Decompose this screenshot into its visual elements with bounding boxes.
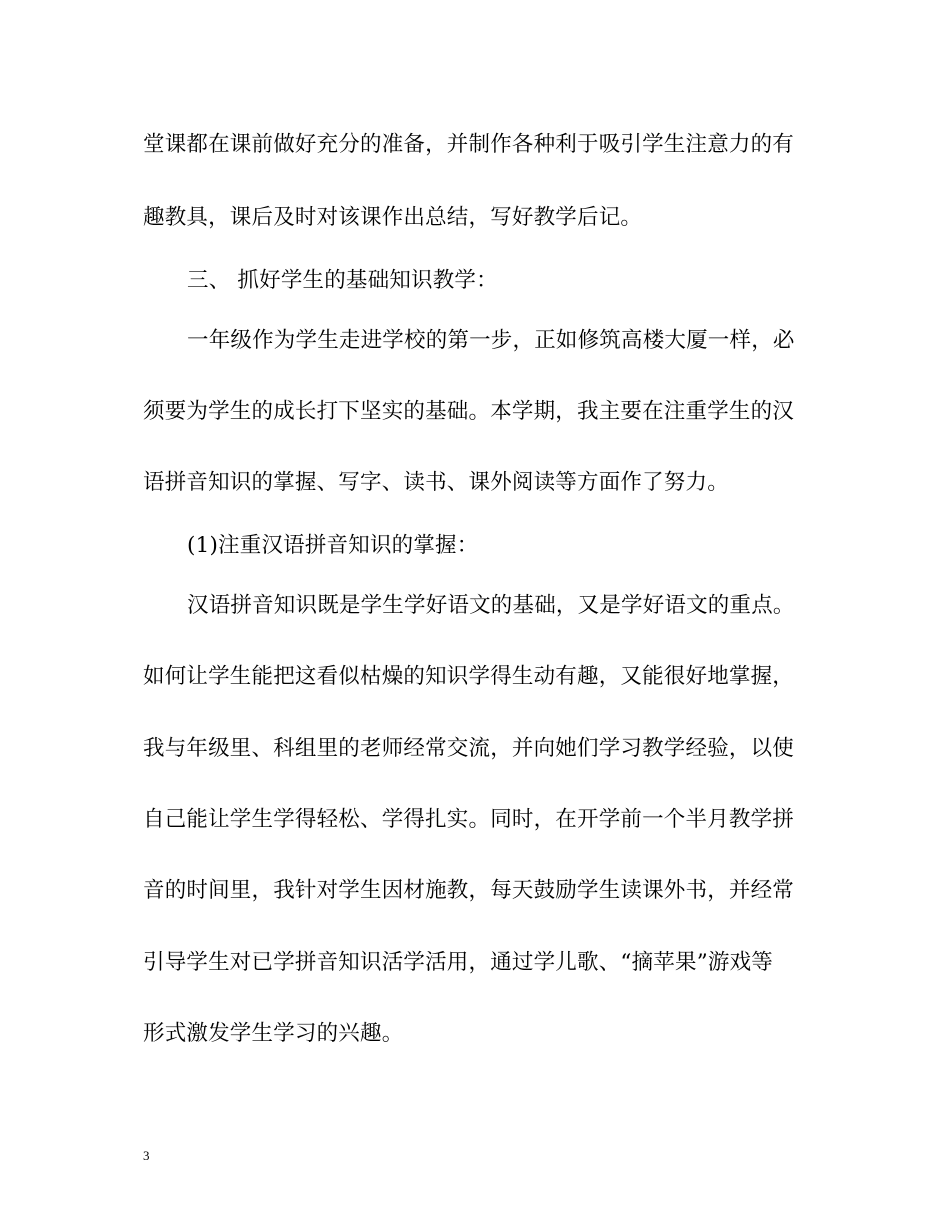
paragraph-line: 一年级作为学生走进学校的第一步，正如修筑高楼大厦一样，必	[187, 328, 795, 353]
paragraph-line: 形式激发学生学习的兴趣。	[143, 1021, 404, 1046]
paragraph-line: 汉语拼音知识既是学生学好语文的基础，又是学好语文的重点。	[187, 593, 795, 618]
paragraph-line: 自己能让学生学得轻松、学得扎实。同时，在开学前一个半月教学拼	[143, 807, 795, 832]
paragraph-line: 音的时间里，我针对学生因材施教，每天鼓励学生读课外书，并经常	[143, 878, 795, 903]
paragraph-line: 我与年级里、科组里的老师经常交流，并向她们学习教学经验，以使	[143, 736, 795, 761]
paragraph-line: 须要为学生的成长打下坚实的基础。本学期，我主要在注重学生的汉	[143, 399, 795, 424]
paragraph-line: 引导学生对已学拼音知识活学活用，通过学儿歌、“摘苹果”游戏等	[143, 950, 773, 975]
paragraph-line: 趣教具，课后及时对该课作出总结，写好教学后记。	[143, 205, 643, 230]
page-number: 3	[143, 1148, 150, 1163]
section-heading: 三、 抓好学生的基础知识教学：	[187, 268, 498, 293]
paragraph-line: 如何让学生能把这看似枯燥的知识学得生动有趣，又能很好地掌握，	[143, 664, 795, 689]
paragraph-line: 语拼音知识的掌握、写字、读书、课外阅读等方面作了努力。	[143, 470, 729, 495]
paragraph-line: 堂课都在课前做好充分的准备，并制作各种利于吸引学生注意力的有	[143, 132, 795, 157]
subsection-heading: (1)注重汉语拼音知识的掌握：	[187, 533, 479, 558]
